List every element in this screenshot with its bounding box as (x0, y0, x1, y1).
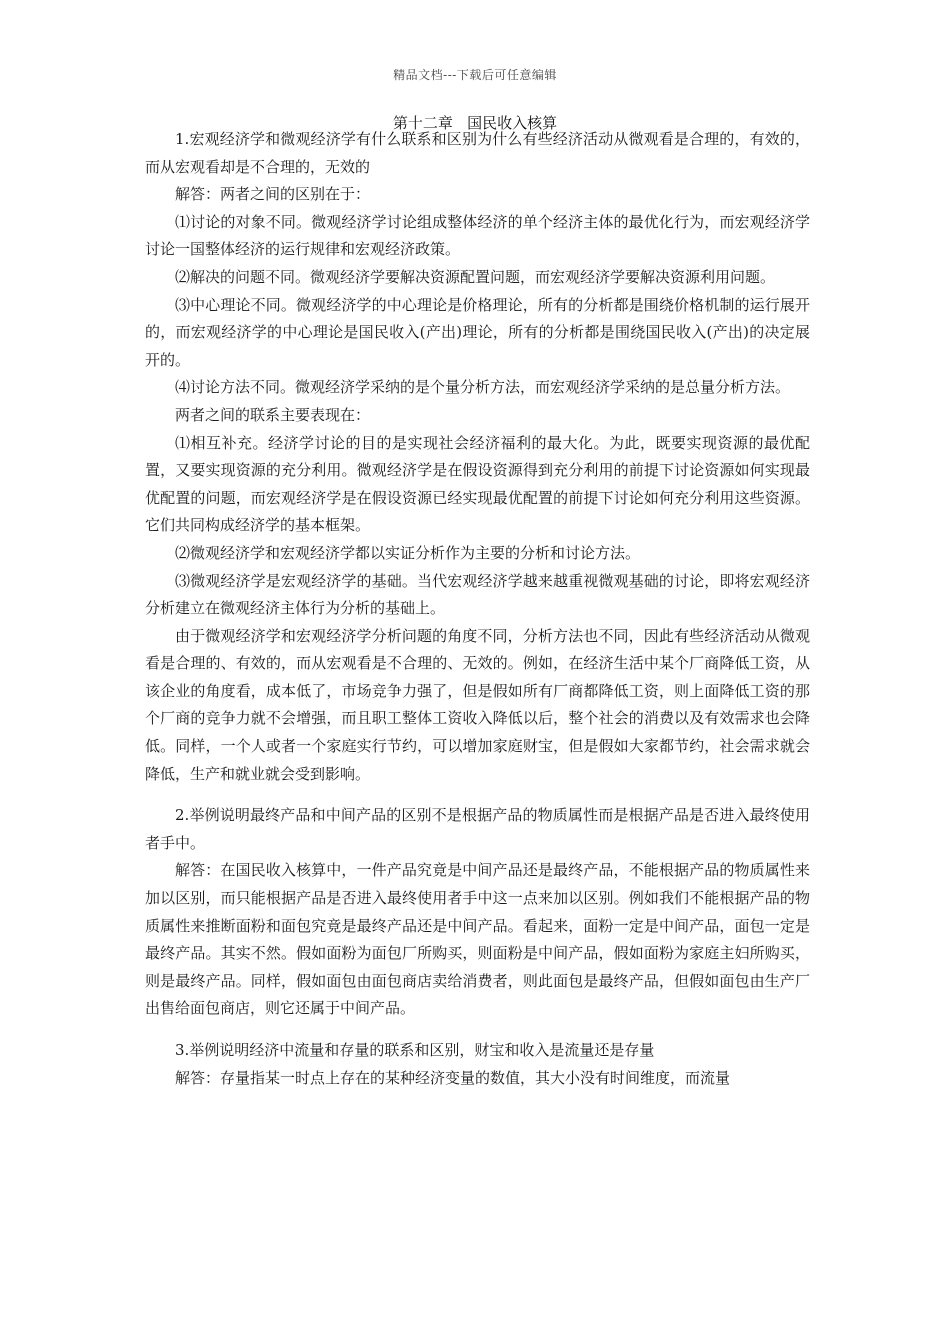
question-2: 2.举例说明最终产品和中间产品的区别不是根据产品的物质属性而是根据产品是否进入最终使用者手中。 (145, 806, 810, 852)
difference-4: ⑷讨论方法不同。微观经济学采纳的是个量分析方法，而宏观经济学采纳的是总量分析方法。 (175, 378, 791, 397)
answer-2: 解答：在国民收入核算中，一件产品究竟是中间产品还是最终产品，不能根据产品的物质属性来加以区别，而只能根据产品是否进入最终使用者手中这一点来加以区别。例如我们不能根据产品的物质属性来推断面粉和面包究竟是最终产品还是中间产品。看起来，面粉一定是中间产品，面包一定是最终产品。其实不然。假如面粉为面包厂所购买，则面粉是中间产品，假如面粉为家庭主妇所购买，则是最终产品。同样，假如面包由面包商店卖给消费者，则此面包是最终产品，但假如面包由生产厂出售给面包商店，则它还属于中间产品。 (145, 861, 810, 1018)
document-body (145, 126, 810, 1092)
connection-2: ⑵微观经济学和宏观经济学都以实证分析作为主要的分析和讨论方法。 (175, 543, 641, 562)
answer-intro: 解答：两者之间的区别在于： (175, 185, 371, 204)
connection-1: ⑴相互补充。经济学讨论的目的是实现社会经济福利的最大化。为此，既要实现资源的最优配置，又要实现资源的充分利用。微观经济学是在假设资源得到充分利用的前提下讨论资源如何实现最优配置的问题，而宏观经济学是在假设资源已经实现最优配置的前提下讨论如何充分利用这些资源。它们共同构成经济学的基本框架。 (145, 433, 810, 535)
question-3: 3.举例说明经济中流量和存量的联系和区别，财宝和收入是流量还是存量 (175, 1041, 655, 1059)
difference-2: ⑵解决的问题不同。微观经济学要解决资源配置问题，而宏观经济学要解决资源利用问题。 (175, 267, 776, 286)
explanation-paragraph: 由于微观经济学和宏观经济学分析问题的角度不同，分析方法也不同，因此有些经济活动从微观看是合理的、有效的，而从宏观看是不合理的、无效的。例如，在经济生活中某个厂商降低工资，从该企业的角度看，成本低了，市场竞争力强了，但是假如所有厂商都降低工资，则上面降低工资的那个厂商的竞争力就不会增强，而且职工整体工资收入降低以后，整个社会的消费以及有效需求也会降低。同样，一个人或者一个家庭实行节约，可以增加家庭财宝，但是假如大家都节约，社会需求就会降低，生产和就业就会受到影响。 (145, 626, 810, 783)
answer-3: 解答：存量指某一时点上存在的某种经济变量的数值，其大小没有时间维度，而流量 (175, 1068, 731, 1087)
connection-3: ⑶微观经济学是宏观经济学的基础。当代宏观经济学越来越重视微观基础的讨论，即将宏观经济分析建立在微观经济主体行为分析的基础上。 (145, 571, 810, 618)
question-1: 1.宏观经济学和微观经济学有什么联系和区别为什么有些经济活动从微观看是合理的，有效的，而从宏观看却是不合理的，无效的 (145, 130, 810, 176)
difference-1: ⑴讨论的对象不同。微观经济学讨论组成整体经济的单个经济主体的最优化行为，而宏观经济学讨论一国整体经济的运行规律和宏观经济政策。 (145, 212, 810, 259)
connection-intro: 两者之间的联系主要表现在： (175, 405, 371, 424)
chapter-title: 第十二章 国民收入核算 (392, 114, 558, 132)
difference-3: ⑶中心理论不同。微观经济学的中心理论是价格理论，所有的分析都是围绕价格机制的运行展开的，而宏观经济学的中心理论是国民收入(产出)理论，所有的分析都是围绕国民收入(产出)的决定展开的。 (145, 295, 810, 369)
header-note: 精品文档---下载后可任意编辑 (393, 68, 557, 82)
